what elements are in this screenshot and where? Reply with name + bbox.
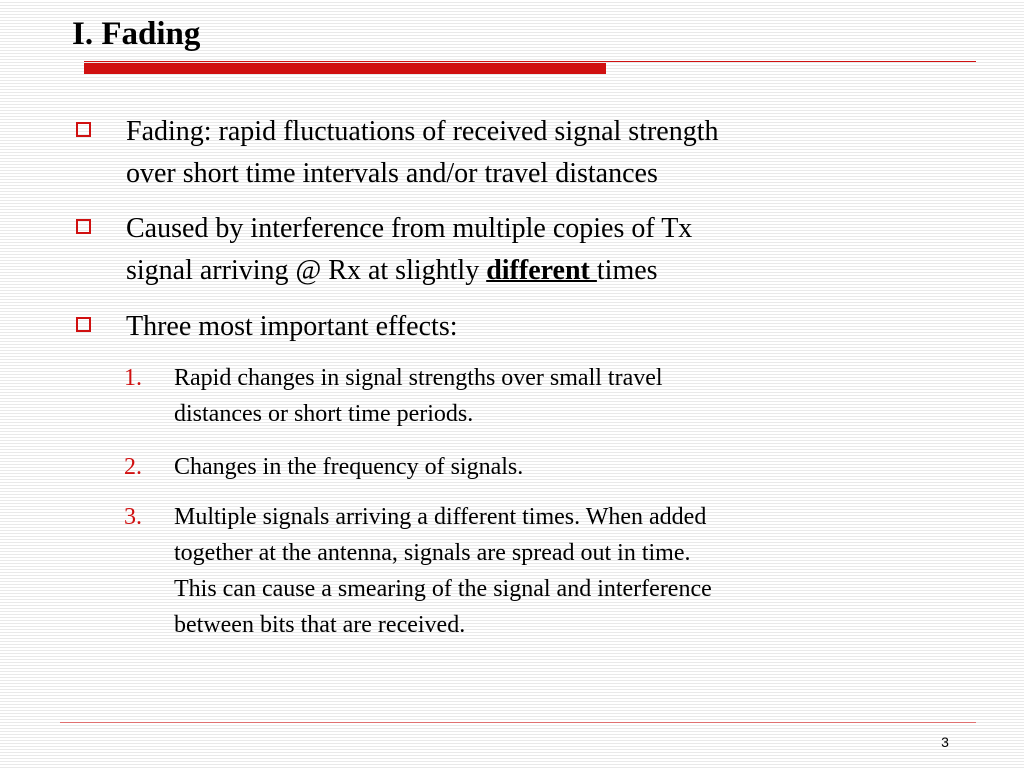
footer-divider (60, 722, 976, 723)
bullet-item-three-effects (76, 306, 956, 348)
square-bullet-icon (76, 122, 91, 137)
effect-item-3 (124, 499, 964, 643)
slide-title: I. Fading (72, 16, 201, 52)
bullet-line: Three most important effects: (126, 311, 458, 342)
emphasized-word: different (486, 255, 597, 286)
effect-line: distances or short time periods. (174, 401, 474, 427)
bullet-line (126, 250, 956, 292)
effect-line: Changes in the frequency of signals. (174, 454, 524, 480)
effect-number: 2. (124, 454, 142, 480)
bullet-item-fading-definition (76, 111, 956, 195)
effect-item-2 (124, 449, 964, 485)
effect-item-1 (124, 360, 964, 432)
effect-number: 3. (124, 504, 142, 530)
bullet-line: Caused by interference from multiple copies of Tx (126, 213, 693, 244)
title-underline-thin (84, 61, 976, 62)
bullet-text: signal arriving @ Rx at slightly (126, 255, 487, 286)
square-bullet-icon (76, 317, 91, 332)
title-underline-thick (84, 63, 606, 74)
effect-line: between bits that are received. (174, 612, 466, 638)
bullet-item-interference-cause (76, 208, 956, 292)
bullet-line: over short time intervals and/or travel distances (126, 158, 658, 189)
bullet-line: Fading: rapid fluctuations of received signal strength (126, 116, 719, 147)
effect-line: Rapid changes in signal strengths over small travel (174, 365, 663, 391)
square-bullet-icon (76, 219, 91, 234)
effect-line: together at the antenna, signals are spread out in time. (174, 540, 691, 566)
effect-line: Multiple signals arriving a different times. When added (174, 504, 707, 530)
effect-number: 1. (124, 365, 142, 391)
effect-line: This can cause a smearing of the signal and interference (174, 576, 712, 602)
bullet-text: times (596, 255, 658, 286)
page-number: 3 (941, 734, 949, 750)
